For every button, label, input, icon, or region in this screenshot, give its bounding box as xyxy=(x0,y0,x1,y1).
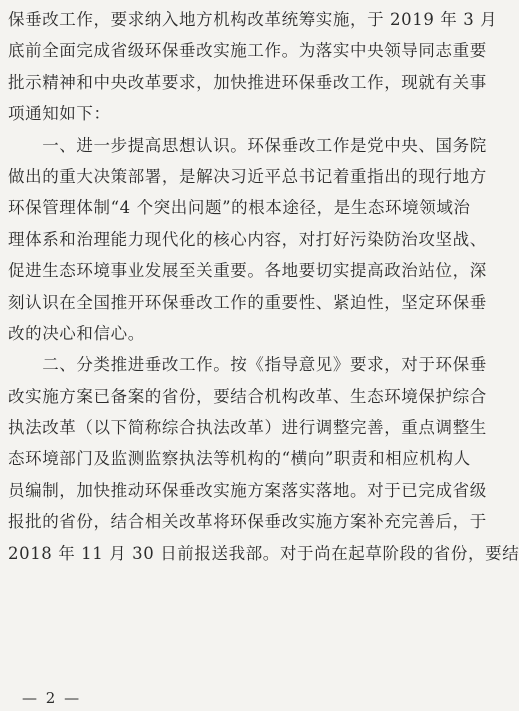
text-line: 促进生态环境事业发展至关重要。各地要切实提高政治站位，深 xyxy=(8,261,487,281)
text-line: 2018 年 11 月 30 日前报送我部。对于尚在起草阶段的省份，要结 xyxy=(8,543,519,563)
text-line: 二、分类推进垂改工作。按《指导意见》要求，对于环保垂 xyxy=(8,355,487,375)
text-line: 环保管理体制“4 个突出问题”的根本途径，是生态环境领域治 xyxy=(8,198,471,218)
text-line: 项通知如下： xyxy=(8,104,111,124)
text-line: 做出的重大决策部署，是解决习近平总书记着重指出的现行地方 xyxy=(8,166,487,186)
text-line: 批示精神和中央改革要求，加快推进环保垂改工作，现就有关事 xyxy=(8,72,487,92)
text-line: 态环境部门及监测监察执法等机构的“横向”职责和相应机构人 xyxy=(8,449,471,469)
page-number: — 2 — xyxy=(22,689,82,707)
text-line: 执法改革（以下简称综合执法改革）进行调整完善，重点调整生 xyxy=(8,418,487,438)
text-line: 报批的省份，结合相关改革将环保垂改实施方案补充完善后，于 xyxy=(8,512,487,532)
text-line: 刻认识在全国推开环保垂改工作的重要性、紧迫性，坚定环保垂 xyxy=(8,292,487,312)
text-line: 改的决心和信心。 xyxy=(8,323,145,343)
text-line: 理体系和治理能力现代化的核心内容，对打好污染防治攻坚战、 xyxy=(8,229,487,249)
text-line: 底前全面完成省级环保垂改实施工作。为落实中央领导同志重要 xyxy=(8,41,487,61)
text-line: 一、进一步提高思想认识。环保垂改工作是党中央、国务院 xyxy=(8,135,487,155)
text-line: 员编制，加快推动环保垂改实施方案落实落地。对于已完成省级 xyxy=(8,480,487,500)
text-line: 保垂改工作，要求纳入地方机构改革统筹实施，于 2019 年 3 月 xyxy=(8,10,498,29)
text-line: 改实施方案已备案的省份，要结合机构改革、生态环境保护综合 xyxy=(8,386,487,406)
